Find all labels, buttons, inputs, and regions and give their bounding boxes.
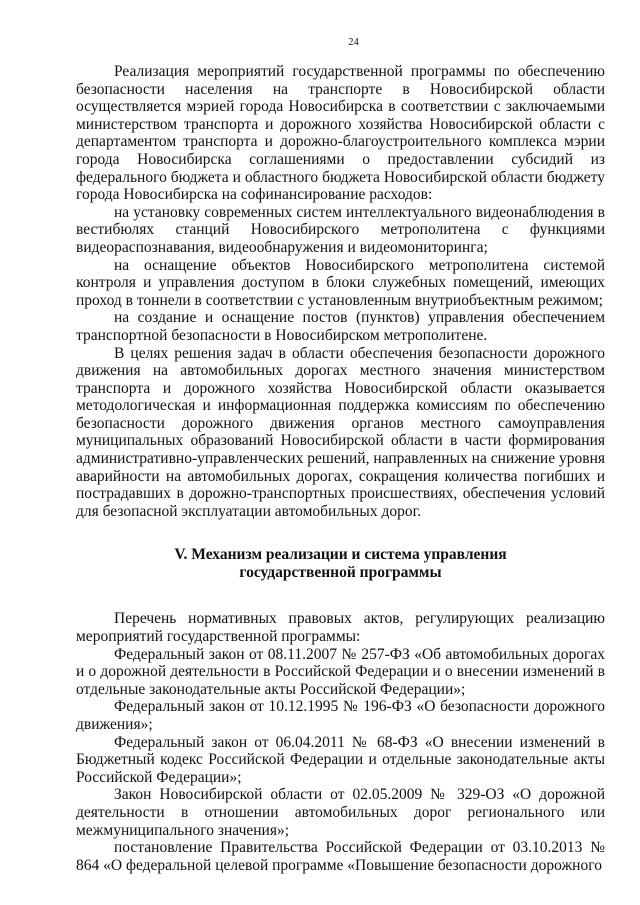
paragraph-law-196: Федеральный закон от 10.12.1995 № 196-ФЗ «О безопасности дорожного движения»;	[76, 698, 605, 733]
paragraph-regional-law-329: Закон Новосибирской области от 02.05.2009 № 329-ОЗ «О дорожной деятельности в отношении автомобильных дорог регионального или межмуниципального значения»;	[76, 786, 605, 839]
section-legal-acts	[76, 610, 605, 874]
section-heading-line-1: V. Механизм реализации и система управления	[174, 546, 507, 564]
section-transport-security	[76, 63, 605, 520]
paragraph-road-safety-support: В целях решения задач в области обеспечения безопасности дорожного движения на автомобильных дорогах местного значения министерством транспорта и дорожного хозяйства Новосибирской области оказывается методологическая и информационная поддержка комиссиям по обеспечению безопасности дорожного движения органов местного самоуправления муниципальных образований Новосибирской области в части формирования административно-управленческих решений, направленных на снижение уровня аварийности на автомобильных дорогах, сокращения количества погибших и пострадавших в дорожно-транспортных происшествиях, обеспечения условий для безопасной эксплуатации автомобильных дорог.	[76, 344, 605, 520]
paragraph-video-surveillance: на установку современных систем интеллектуального видеонаблюдения в вестибюлях станций Новосибирского метрополитена с функциями видеораспознавания, видеообнаружения и видеомониторинга;	[76, 203, 605, 256]
paragraph-control-posts: на создание и оснащение постов (пунктов) управления обеспечением транспортной безопасности в Новосибирском метрополитене.	[76, 309, 605, 344]
paragraph-access-control: на оснащение объектов Новосибирского метрополитена системой контроля и управления доступом в блоки служебных помещений, имеющих проход в тоннели в соответствии с установленным внутриобъектным режимом;	[76, 256, 605, 309]
paragraph-resolution-864: постановление Правительства Российской Федерации от 03.10.2013 № 864 «О федеральной целевой программе «Повышение безопасности дорожного	[76, 839, 605, 874]
section-heading-line-2: государственной программы	[239, 564, 442, 582]
paragraph-implementation: Реализация мероприятий государственной программы по обеспечению безопасности населения на транспорте в Новосибирской области осуществляется мэрией города Новосибирска в соответствии с заключаемыми министерством транспорта и дорожного хозяйства Новосибирской области с департаментом транспорта и дорожно-благоустроительного комплекса мэрии города Новосибирска соглашениями о предоставлении субсидий из федерального бюджета и областного бюджета Новосибирской области бюджету города Новосибирска на софинансирование расходов:	[76, 63, 605, 204]
page-number: 24	[348, 37, 359, 48]
paragraph-law-68: Федеральный закон от 06.04.2011 № 68-ФЗ «О внесении изменений в Бюджетный кодекс Российской Федерации и отдельные законодательные акты Российской Федерации»;	[76, 733, 605, 786]
section-heading	[76, 546, 605, 582]
paragraph-legal-acts-intro: Перечень нормативных правовых актов, регулирующих реализацию мероприятий государственной программы:	[76, 610, 605, 646]
paragraph-law-257: Федеральный закон от 08.11.2007 № 257-ФЗ «Об автомобильных дорогах и о дорожной деятельности в Российской Федерации и о внесении изменений в отдельные законодательные акты Российской Федерации»;	[76, 645, 605, 698]
